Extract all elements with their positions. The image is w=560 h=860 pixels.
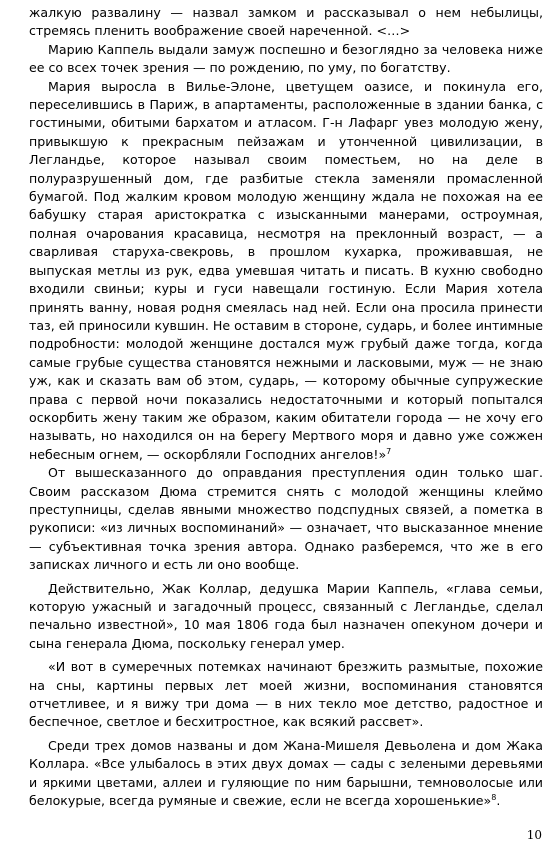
paragraph-three-houses xyxy=(29,737,543,811)
paragraph-three-houses-text: Среди трех домов названы и дом Жана-Мишеля Девьолена и дом Жака Коллара. «Все улыбалось в этих двух домах — сады с зелеными деревьями и яркими цветами, аллеи и гуляющие по ним барышни, темноволосые или белокурые, всегда румяные и свежие, если не всегда хорошенькие» xyxy=(29,737,543,809)
paragraph-legland xyxy=(29,78,543,465)
paragraph-memories-quote: «И вот в сумеречных потемках начинают брезжить размытые, похожие на сны, картины первых лет моей жизни, воспоминания становятся отчетливее, и я вижу три дома — в них текло мое детство, радостное и беспечное, светлое и бесхитростное, как всякий рассвет». xyxy=(29,659,543,730)
footnote-marker-8: 8 xyxy=(491,792,497,802)
paragraph-three-houses-tail: . xyxy=(496,793,501,809)
page-number: 10 xyxy=(526,828,542,842)
footnote-marker-7: 7 xyxy=(386,446,392,456)
paragraph-continuation: жалкую развалину — назвал замком и рассказывал о нем небылицы, стремясь пленить воображение своей нареченной. <…> xyxy=(29,5,543,39)
body-text xyxy=(29,4,543,810)
paragraph-legland-text: Мария выросла в Вилье-Элоне, цветущем оазисе, и покинула его, переселившись в Париж, в апартаменты, расположенные в здании банка, с гостиными, обитыми бархатом и атласом. Г-н Лафарг увез молодую жену, привыкшую к прекрасным пейзажам и утонченной цивилизации, в Легландье, которое называл своим поместьем, но на деле в полуразрушенный дом, где разбитые стекла заменяли промасленной бумагой. Под жалким кровом молодую женщину ждала не похожая на ее бабушку старая аристократка с изысканными манерами, остроумная, полная очарования красавица, несмотря на преклонный возраст, — а сварливая старуха-свекровь, в прошлом кухарка, проживавшая, не выпуская метлы из рук, едва умевшая читать и писать. В кухню свободно входили свиньи; куры и гуси навещали гостиную. Если Мария хотела принять ванну, новая родня смеялась над ней. Если она просила принести таз, ей приносили кувшин. Не оставим в стороне, сударь, и более интимные подробности: молодой женщине достался муж грубый даже тогда, когда самые грубые существа становятся нежными и ласковыми, муж — не знаю уж, как и сказать вам об этом, сударь, — которому обычные супружеские права с первой ночи показались недостаточными и который попытался оскорбить жену таким же образом, каким обитатели города — не хочу его называть, но находился он на берегу Мертвого моря и давно уже сожжен небесным огнем, — оскорбляли Господних ангелов!» xyxy=(29,78,543,462)
paragraph-collard: Действительно, Жак Коллар, дедушка Марии Каппель, «глава семьи, которую ужасный и загадочный процесс, связанный с Легландье, сделал печально известной», 10 мая 1806 года был назначен опекуном дочери и сына генерала Дюма, поскольку генерал умер. xyxy=(29,580,543,651)
paragraph-marriage: Марию Каппель выдали замуж поспешно и безоглядно за человека ниже ее со всех точек зрения — по рождению, по уму, по богатству. xyxy=(29,41,543,76)
paragraph-dumas-intent: От вышесказанного до оправдания преступления один только шаг. Своим рассказом Дюма стремится снять с молодой женщины клеймо преступницы, сделав явными множество подспудных связей, а пометка в рукописи: «из личных воспоминаний» — означает, что высказанное мнение — субъективная точка зрения автора. Однако разберемся, что же в его записках личного и есть ли оно вообще. xyxy=(29,465,543,573)
